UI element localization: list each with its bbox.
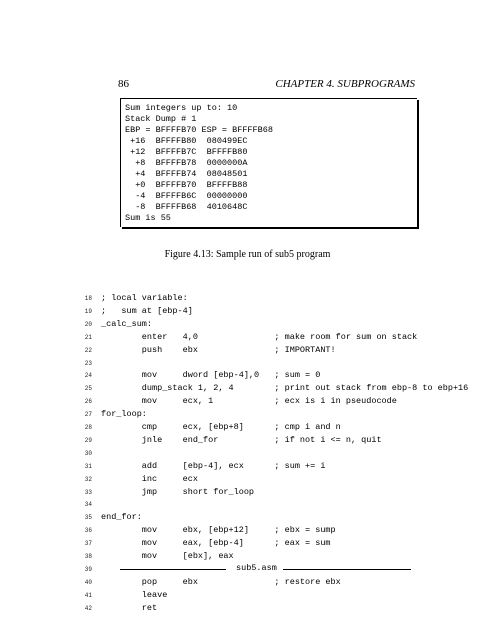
output-line: +0 BFFFFB70 BFFFFB88 <box>125 180 248 190</box>
code-line <box>0 435 495 447</box>
code-text: mov [ebx], eax <box>101 551 234 561</box>
footer-rule-left <box>120 569 226 570</box>
code-text: ; local variable: <box>101 293 188 303</box>
line-number: 22 <box>84 346 92 354</box>
code-line <box>0 474 495 486</box>
line-number: 32 <box>84 475 92 483</box>
output-line: +12 BFFFFB7C BFFFFB80 <box>125 147 248 157</box>
code-text: dump_stack 1, 2, 4 ; print out stack from ebp-8 to ebp+16 <box>101 383 469 394</box>
code-line <box>0 358 495 370</box>
output-line: Stack Dump # 1 <box>125 114 197 124</box>
code-line <box>0 319 495 331</box>
line-number: 41 <box>84 591 92 599</box>
line-number: 42 <box>84 604 92 612</box>
code-line <box>0 525 495 537</box>
line-number: 31 <box>84 462 92 470</box>
code-line <box>0 293 495 305</box>
line-number: 29 <box>84 436 92 444</box>
code-line <box>0 487 495 499</box>
code-line <box>0 396 495 408</box>
line-number: 34 <box>84 501 92 509</box>
code-line <box>0 551 495 563</box>
figure-caption: Figure 4.13: Sample run of sub5 program <box>164 249 331 260</box>
line-number: 36 <box>84 527 92 535</box>
output-line: EBP = BFFFFB70 ESP = BFFFFB68 <box>125 125 273 135</box>
code-line <box>0 603 495 615</box>
output-line: +8 BFFFFB78 0000000A <box>125 158 248 168</box>
line-number: 20 <box>84 320 92 328</box>
output-line: Sum integers up to: 10 <box>125 103 238 113</box>
code-line <box>0 538 495 550</box>
code-text: enter 4,0 ; make room for sum on stack <box>101 331 418 342</box>
output-line: +4 BFFFFB74 08048501 <box>125 169 248 179</box>
line-number: 33 <box>84 488 92 496</box>
code-text: cmp ecx, [ebp+8] ; cmp i and n <box>101 422 341 432</box>
code-text: push ebx ; IMPORTANT! <box>101 344 336 355</box>
line-number: 21 <box>84 333 92 341</box>
code-line <box>0 422 495 434</box>
line-number: 19 <box>84 307 92 315</box>
line-number: 27 <box>84 411 92 419</box>
code-text: end_for: <box>101 512 142 523</box>
sample-output-box <box>120 98 417 227</box>
code-text: ret <box>101 602 158 613</box>
line-number: 25 <box>84 385 92 393</box>
output-line: +16 BFFFFB80 080499EC <box>125 136 248 146</box>
line-number: 35 <box>84 514 92 522</box>
line-number: 30 <box>84 449 92 457</box>
code-text: jmp short for_loop <box>101 486 255 497</box>
code-line <box>0 461 495 473</box>
page-number: 86 <box>118 78 129 90</box>
code-text: for_loop: <box>101 409 147 420</box>
code-text: mov ecx, 1 ; ecx is i in pseudocode <box>101 396 397 407</box>
code-line <box>0 345 495 357</box>
code-line <box>0 332 495 344</box>
line-number: 28 <box>84 424 92 431</box>
output-line: -4 BFFFFB6C 00000000 <box>125 191 248 201</box>
output-line: -8 BFFFFB68 4010648C <box>125 202 248 212</box>
code-line <box>0 448 495 460</box>
code-line <box>0 409 495 421</box>
line-number: 40 <box>84 578 92 586</box>
code-line <box>0 577 495 589</box>
code-text: mov dword [ebp-4],0 ; sum = 0 <box>101 370 321 381</box>
code-line <box>0 306 495 318</box>
code-line <box>0 383 495 395</box>
line-number: 39 <box>84 565 92 573</box>
chapter-title: CHAPTER 4. SUBPROGRAMS <box>275 78 415 90</box>
line-number: 24 <box>84 372 92 380</box>
code-text: _calc_sum: <box>101 318 153 329</box>
line-number: 26 <box>84 398 92 406</box>
code-text: pop ebx ; restore ebx <box>101 576 341 587</box>
line-number: 38 <box>84 553 92 560</box>
code-line <box>0 512 495 524</box>
footer-rule-right <box>283 569 411 570</box>
code-text: inc ecx <box>101 473 198 484</box>
code-text: leave <box>101 589 168 600</box>
line-number: 18 <box>84 295 92 302</box>
code-text: mov eax, [ebp-4] ; eax = sum <box>101 538 331 549</box>
code-text: jnle end_for ; if not i <= n, quit <box>101 434 382 445</box>
listing-file-name: sub5.asm <box>236 563 277 573</box>
code-line <box>0 370 495 382</box>
code-line <box>0 499 495 511</box>
line-number: 37 <box>84 540 92 548</box>
code-text: ; sum at [ebp-4] <box>101 305 193 316</box>
code-text: mov ebx, [ebp+12] ; ebx = sump <box>101 525 336 536</box>
output-line: Sum is 55 <box>125 213 171 223</box>
code-line <box>0 590 495 602</box>
code-text: add [ebp-4], ecx ; sum += i <box>101 460 326 471</box>
line-number: 23 <box>84 359 92 367</box>
